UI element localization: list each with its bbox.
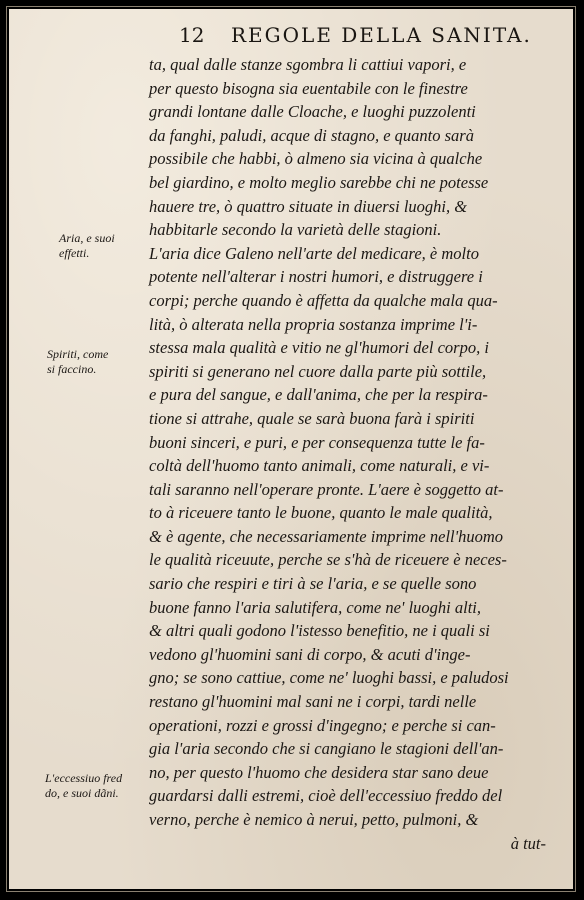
text-line: potente nell'alterar i nostri humori, e distruggere i — [149, 267, 483, 287]
text-line: & è agente, che necessariamente imprime nell'huomo — [149, 526, 504, 546]
text-line: spiriti si generano nel cuore dalla parte più sottile, — [149, 361, 487, 381]
text-line: le qualità riceuute, perche se s'hà de riceuere è neces- — [149, 550, 507, 570]
text-line: vedono gl'huomini sani di corpo, & acuti d'inge- — [149, 644, 471, 664]
text-line: tione si attrahe, quale se sarà buona farà i spiriti — [149, 408, 475, 428]
page-header — [179, 19, 549, 49]
text-line: corpi; perche quando è affetta da qualche mala qua- — [149, 290, 498, 310]
text-line: restano gl'huomini mal sani ne i corpi, tardi nelle — [149, 692, 477, 712]
catchword: à tut- — [510, 833, 546, 853]
margin-note-freddo — [45, 771, 149, 801]
body-text — [149, 53, 554, 855]
margin-note-line: L'eccessiuo fred — [45, 771, 123, 785]
text-line: lità, ò alterata nella propria sostanza imprime l'i- — [149, 314, 478, 334]
text-line: habbitarle secondo la varietà delle stagioni. — [149, 220, 442, 240]
text-line: sario che respiri e tiri à se l'aria, e se quelle sono — [149, 574, 477, 594]
text-line: & altri quali godono l'istesso benefitio, ne i quali si — [149, 621, 490, 641]
text-line: L'aria dice Galeno nell'arte del medicare, è molto — [149, 243, 479, 263]
margin-note-line: effetti. — [59, 246, 90, 260]
text-line: to à riceuere tanto le buone, quanto le male qualità, — [149, 503, 493, 523]
text-line: da fanghi, paludi, acque di stagno, e quanto sarà — [149, 125, 474, 145]
text-line: stessa mala qualità e vitio ne gl'humori del corpo, i — [149, 338, 489, 358]
text-line: operationi, rozzi e grossi d'ingegno; e perche si can- — [149, 715, 496, 735]
margin-note-spiriti — [47, 347, 151, 377]
text-line: buone fanno l'aria salutifera, come ne' luoghi alti, — [149, 597, 481, 617]
margin-note-aria — [59, 231, 163, 261]
running-head: REGOLE DELLA SANITA. — [231, 23, 532, 47]
text-line: tali saranno nell'operare pronte. L'aere è soggetto at- — [149, 479, 504, 499]
page-number: 12 — [179, 23, 205, 47]
text-line: verno, perche è nemico à nerui, petto, pulmoni, & — [149, 810, 479, 829]
text-line: buoni sinceri, e puri, e per consequenza tutte le fa- — [149, 432, 485, 452]
text-line: per questo bisogna sia euentabile con le finestre — [149, 78, 468, 98]
text-line: hauere tre, ò quattro situate in diuersi luoghi, & — [149, 196, 468, 216]
text-line: gia l'aria secondo che si cangiano le stagioni dell'an- — [149, 739, 504, 759]
text-line: ta, qual dalle stanze sgombra li cattiui vapori, e — [149, 55, 467, 74]
text-line: grandi lontane dalle Cloache, e luoghi puzzolenti — [149, 102, 476, 122]
text-line: possibile che habbi, ò almeno sia vicina à qualche — [149, 149, 483, 169]
text-line: e pura del sangue, e dall'anima, che per la respira- — [149, 385, 488, 405]
text-line: coltà dell'huomo tanto animali, come naturali, e vi- — [149, 456, 490, 476]
text-line: guardarsi dalli estremi, cioè dell'eccessiuo freddo del — [149, 786, 503, 806]
text-line: bel giardino, e molto meglio sarebbe chi ne potesse — [149, 172, 489, 192]
text-line: no, per questo l'huomo che desidera star sano deue — [149, 762, 489, 782]
margin-note-line: si faccino. — [47, 362, 97, 376]
margin-note-line: Aria, e suoi — [59, 231, 115, 245]
text-line: gno; se sono cattiue, come ne' luoghi bassi, e paludosi — [149, 668, 509, 688]
margin-note-line: Spiriti, come — [47, 347, 109, 361]
margin-note-line: do, e suoi dãni. — [45, 786, 119, 800]
book-page — [9, 9, 573, 889]
